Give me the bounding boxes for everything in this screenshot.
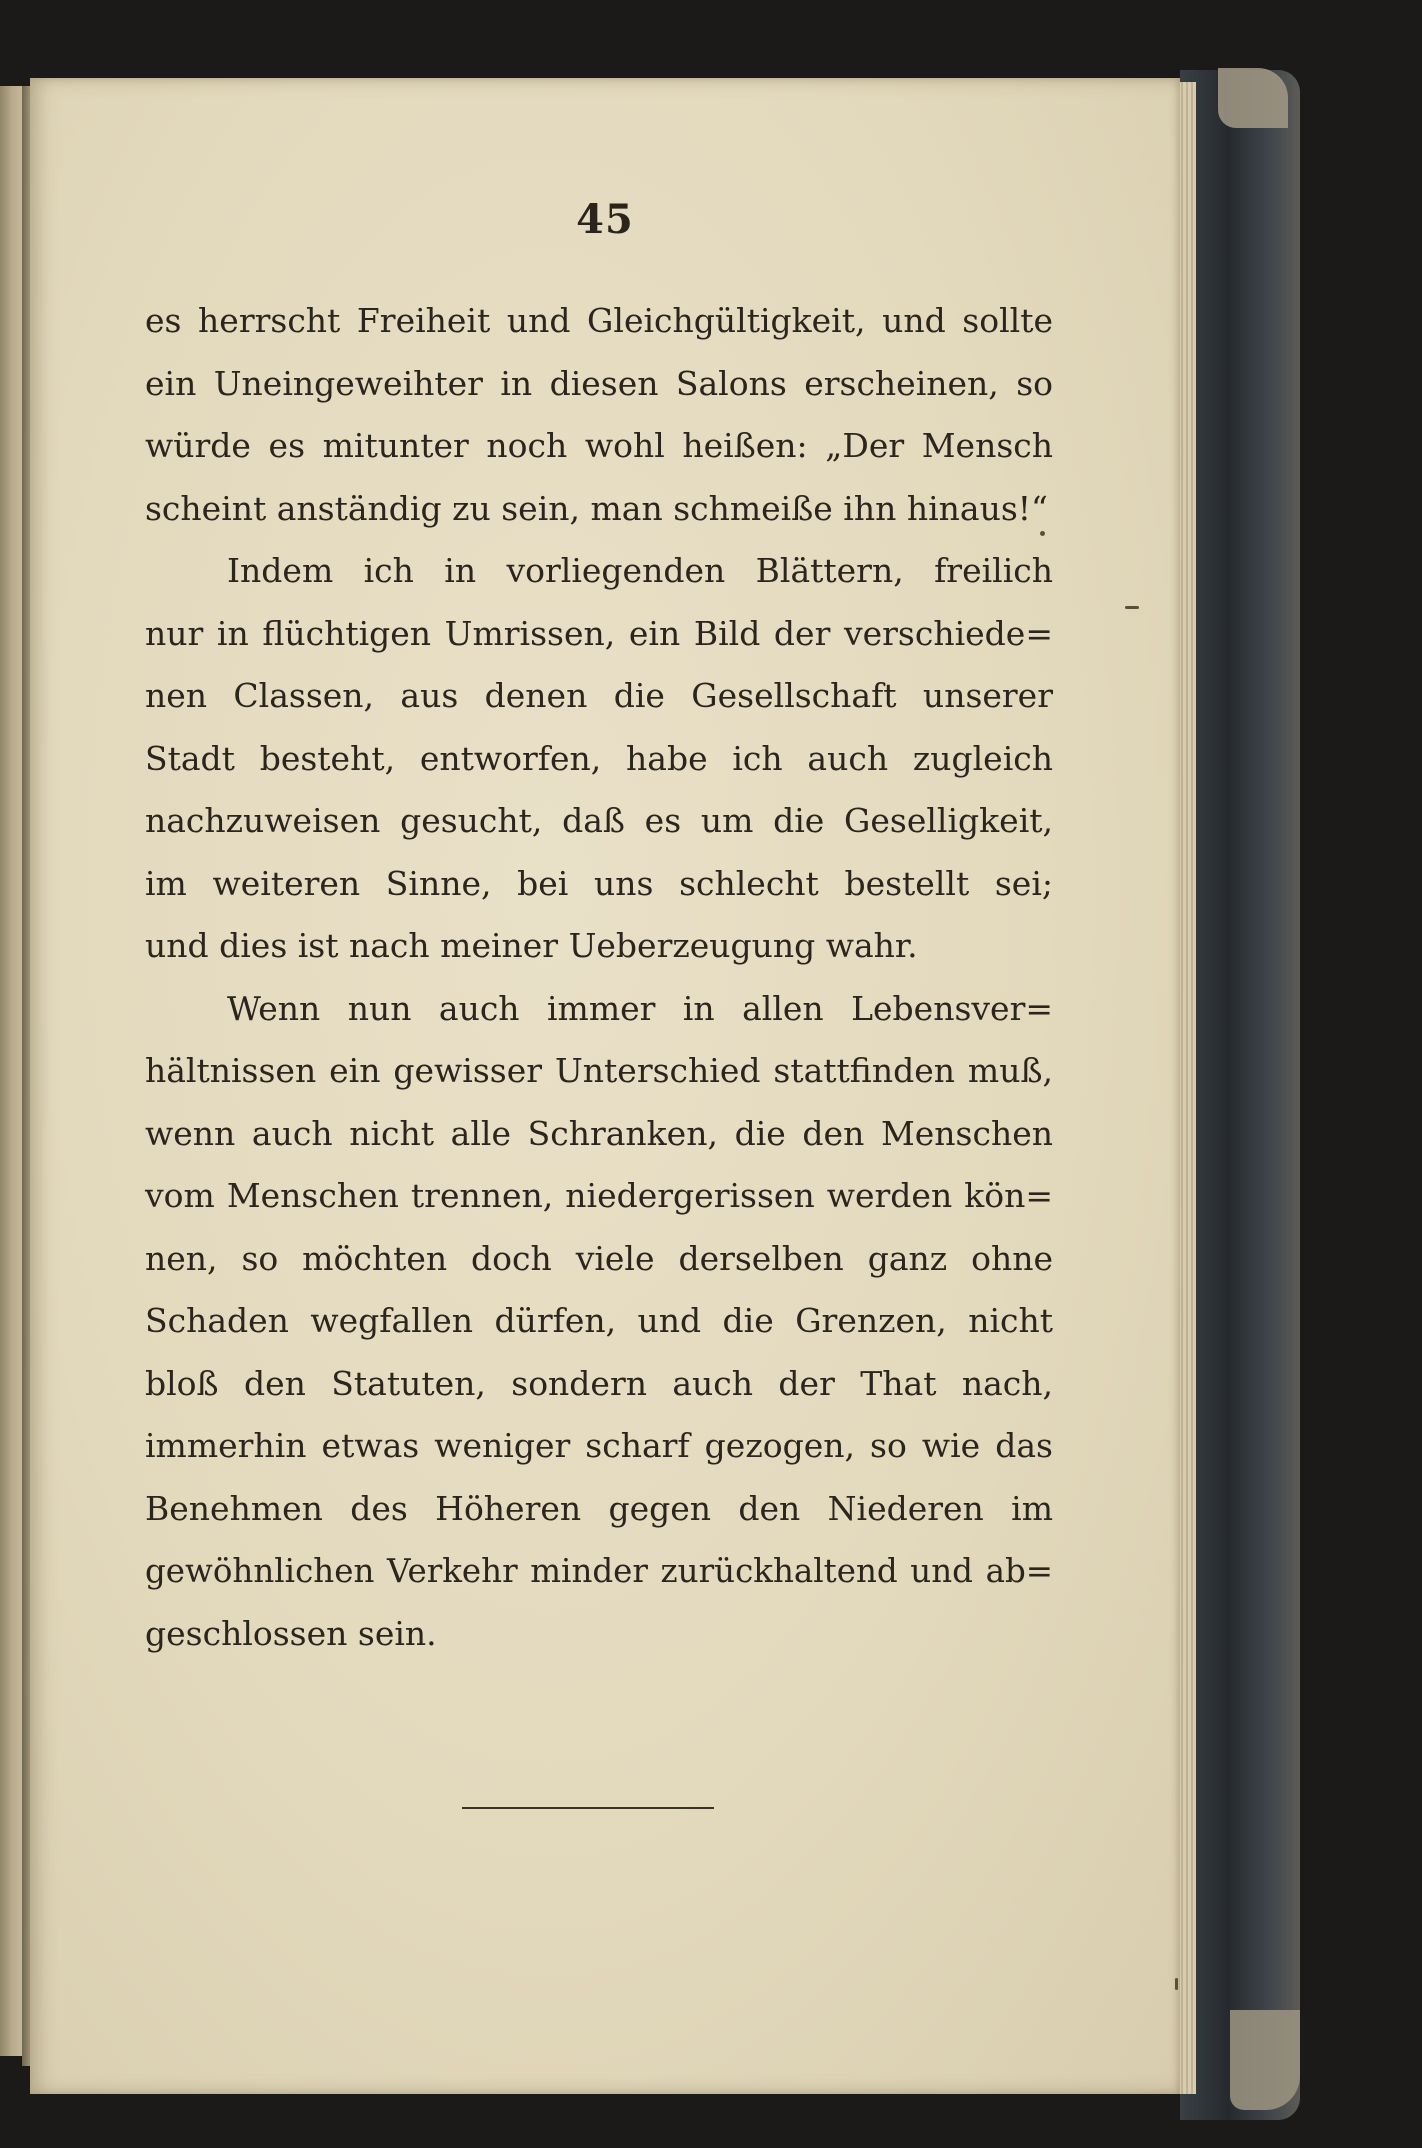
text-line: Stadt besteht, entworfen, habe ich auch zugleich <box>145 738 1053 778</box>
paper-speck <box>1125 606 1139 609</box>
book-page <box>30 78 1180 2094</box>
page-number: 45 <box>576 196 634 243</box>
text-line: im weiteren Sinne, bei uns schlecht bestellt sei; <box>145 863 1053 903</box>
text-line: ein Uneingeweihter in diesen Salons erscheinen, so <box>145 363 1053 403</box>
text-line: würde es mitunter noch wohl heißen: „Der Mensch <box>145 426 1053 465</box>
text-line: nachzuweisen gesucht, daß es um die Geselligkeit, <box>145 801 1053 840</box>
text-line: scheint anständig zu sein, man schmeiße ihn hinaus!“ <box>145 488 1048 528</box>
text-line: immerhin etwas weniger scharf gezogen, so wie das <box>145 1426 1053 1465</box>
text-line: vom Menschen trennen, niedergerissen werden kön= <box>145 1176 1053 1215</box>
paper-speck <box>1175 1978 1178 1990</box>
text-line: wenn auch nicht alle Schranken, die den Menschen <box>145 1113 1053 1153</box>
text-line: Indem ich in vorliegenden Blättern, freilich <box>227 551 1053 590</box>
text-line: und dies ist nach meiner Ueberzeugung wahr. <box>145 926 918 965</box>
paper-speck <box>1040 531 1045 536</box>
text-line: gewöhnlichen Verkehr minder zurückhaltend und ab= <box>145 1552 1053 1590</box>
text-line: geschlossen sein. <box>145 1613 437 1653</box>
text-line: Benehmen des Höheren gegen den Niederen im <box>145 1488 1053 1528</box>
text-line: nur in flüchtigen Umrissen, ein Bild der verschiede= <box>145 613 1053 653</box>
body-text <box>145 290 1053 1665</box>
text-line: Wenn nun auch immer in allen Lebensver= <box>227 988 1053 1028</box>
text-line: nen Classen, aus denen die Gesellschaft unserer <box>145 676 1053 715</box>
text-line: Schaden wegfallen dürfen, und die Grenzen, nicht <box>145 1301 1053 1340</box>
cover-worn-corner-top <box>1218 68 1288 128</box>
text-line: es herrscht Freiheit und Gleichgültigkeit, und sollte <box>145 301 1053 340</box>
text-line: bloß den Statuten, sondern auch der That nach, <box>145 1363 1053 1403</box>
book-cover-back <box>1180 70 1300 2120</box>
section-end-rule <box>462 1807 714 1809</box>
text-line: hältnissen ein gewisser Unterschied stattfinden muß, <box>145 1051 1053 1090</box>
text-line: nen, so möchten doch viele derselben ganz ohne <box>145 1238 1053 1278</box>
cover-worn-corner-bottom <box>1230 2010 1300 2110</box>
